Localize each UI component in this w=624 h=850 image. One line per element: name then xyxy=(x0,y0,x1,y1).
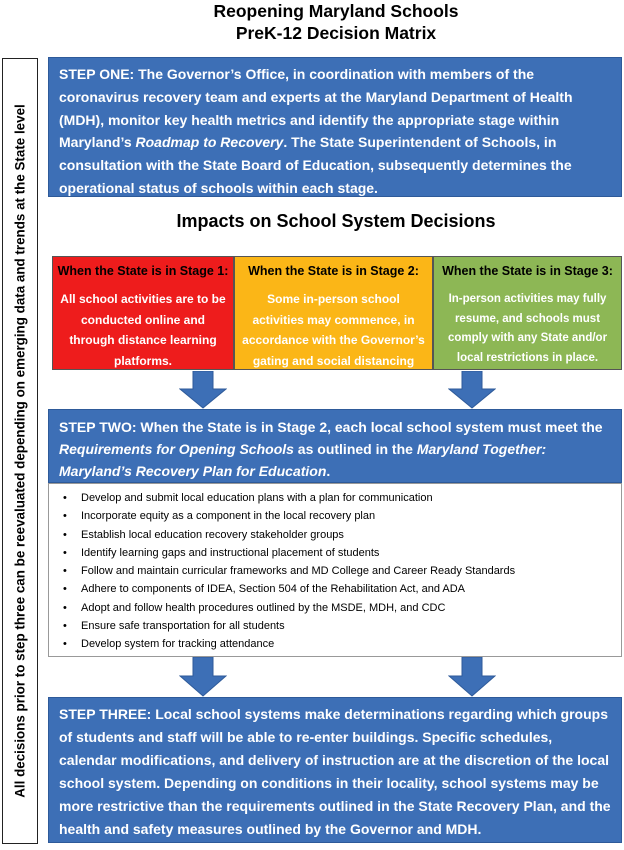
list-item: • Incorporate equity as a component in the local recovery plan xyxy=(63,507,621,525)
stage-3-body: In-person activities may fully resume, and schools must comply with any State and/or local restrictions in place. xyxy=(447,293,608,364)
requirements-title: Requirements for Opening Schools xyxy=(59,441,294,457)
step-two-text: STEP TWO: When the State is in Stage 2, each local school system must meet the xyxy=(59,419,603,435)
title-line-1: Reopening Maryland Schools xyxy=(213,1,459,21)
page-title xyxy=(48,0,624,44)
list-item: • Adhere to components of IDEA, Section 504 of the Rehabilitation Act, and ADA xyxy=(63,580,621,598)
stage-1-card xyxy=(52,256,234,370)
down-arrow-icon xyxy=(179,657,227,697)
stage-2-heading: When the State is in Stage 2: xyxy=(248,264,419,278)
down-arrow-icon xyxy=(448,371,496,409)
list-item: • Develop system for tracking attendance xyxy=(63,635,621,653)
step-two-text-middle: as outlined in the xyxy=(293,441,417,457)
list-item: • Ensure safe transportation for all students xyxy=(63,617,621,635)
step-one-text: STEP ONE: The Governor’s Office, in coordination with members of the coronavirus recovery team and experts at the Maryland Department of Health (MDH), monitor key health metrics and identify the appropriate stage within Maryland’s xyxy=(59,66,573,151)
list-item: • Develop and submit local education plans with a plan for communication xyxy=(63,489,621,507)
requirements-list-box xyxy=(48,483,622,657)
step-one-text-end: . The State Superintendent of Schools, in consultation with the State Board of Education, subsequently determines the operational status of schools within each stage. xyxy=(59,134,572,196)
impacts-heading: Impacts on School System Decisions xyxy=(176,211,496,231)
stage-1-body: All school activities are to be conducted online and through distance learning platforms. xyxy=(60,292,226,368)
side-note-text: All decisions prior to step three can be reevaluated depending on emerging data and trends at the State level xyxy=(12,104,28,798)
down-arrow-icon xyxy=(448,657,496,697)
stage-3-card xyxy=(433,256,622,370)
stage-3-heading: When the State is in Stage 3: xyxy=(442,264,613,278)
list-item: • Follow and maintain curricular frameworks and MD College and Career Ready Standards xyxy=(63,562,621,580)
recovery-plan-title: Maryland Together: Maryland’s Recovery Plan for Education xyxy=(59,441,547,479)
stage-1-heading: When the State is in Stage 1: xyxy=(57,264,229,278)
title-line-2: PreK-12 Decision Matrix xyxy=(235,23,437,43)
down-arrow-icon xyxy=(179,371,227,409)
list-item: • Adopt and follow health procedures outlined by the MSDE, MDH, and CDC xyxy=(63,599,621,617)
side-note-panel xyxy=(2,58,38,844)
roadmap-title: Roadmap to Recovery xyxy=(135,134,284,151)
step-one-box xyxy=(48,57,622,197)
step-two-text-end: . xyxy=(326,463,331,479)
step-three-text: STEP THREE: Local school systems make determinations regarding which groups of students and staff will be able to re-enter buildings. Specific schedules, calendar modifications, and delivery of instruction are at the discretion of the local school system. Depending on conditions in their locality, school systems may be more restrictive than the requirements outlined in the State Recovery Plan, and the health and safety measures outlined by the Governor and MDH. xyxy=(59,706,611,837)
step-three-box xyxy=(48,697,622,843)
stage-2-card xyxy=(234,256,433,388)
list-item: • Establish local education recovery stakeholder groups xyxy=(63,526,621,544)
step-two-box xyxy=(48,409,622,483)
requirements-list xyxy=(63,489,621,654)
list-item: • Identify learning gaps and instructional placement of students xyxy=(63,544,621,562)
stage-2-body: Some in-person school activities may commence, in accordance with the Governor’s gating and social distancing measures. xyxy=(242,292,425,388)
